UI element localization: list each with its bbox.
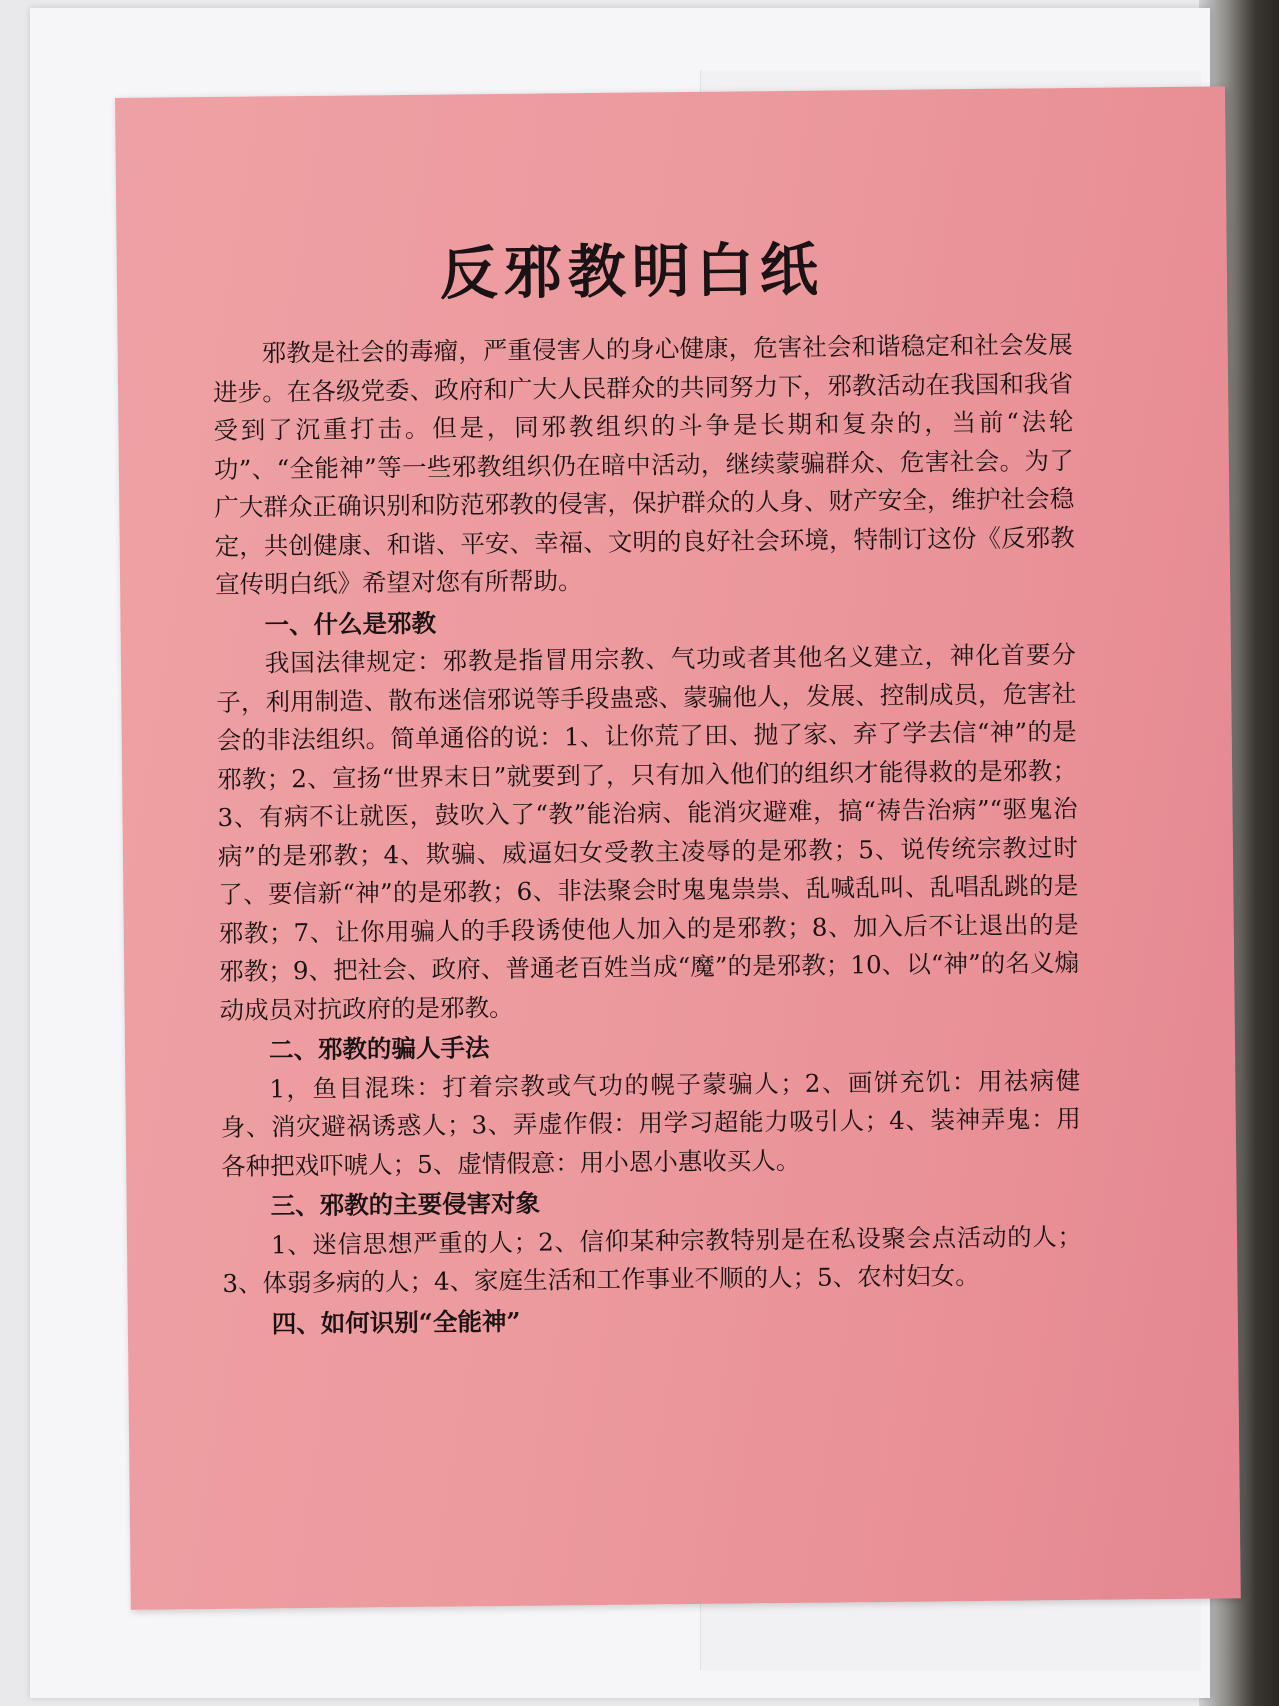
flyer-body (212, 326, 1083, 1344)
page-title: 反邪教明白纸 (439, 235, 825, 308)
section-body-main-targets: 1、迷信思想严重的人；2、信仰某种宗教特别是在私设聚会点活动的人；3、体弱多病的人；4、家庭生活和工作事业不顺的人；5、农村妇女。 (222, 1221, 1083, 1298)
section-heading-deception-methods: 二、邪教的骗人手法 (268, 1033, 490, 1065)
section-body-what-is-cult: 我国法律规定：邪教是指冒用宗教、气功或者其他名义建立，神化首要分子，利用制造、散布迷信邪说等手段蛊惑、蒙骗他人，发展、控制成员，危害社会的非法组织。简单通俗的说：1、让你荒了田、抛了家、弃了学去信“神”的是邪教；2、宣扬“世界末日”就要到了，只有加入他们的组织才能得救的是邪教；3、有病不让就医，鼓吹入了“教”能治病、能消灾避难，搞“祷告治病”“驱鬼治病”的是邪教；4、欺骗、威逼妇女受教主凌辱的是邪教；5、说传统宗教过时了、要信新“神”的是邪教；6、非法聚会时鬼鬼祟祟、乱喊乱叫、乱唱乱跳的是邪教；7、让你用骗人的手段诱使他人加入的是邪教；8、加入后不让退出的是邪教；9、把社会、政府、普通老百姓当成“魔”的是邪教；10、以“神”的名义煽动成员对抗政府的是邪教。 (216, 639, 1080, 1025)
intro-paragraph: 邪教是社会的毒瘤，严重侵害人的身心健康，危害社会和谐稳定和社会发展进步。在各级党委、政府和广大人民群众的共同努力下，邪教活动在我国和我省受到了沉重打击。但是，同邪教组织的斗争是长期和复杂的，当前“法轮功”、“全能神”等一些邪教组织仍在暗中活动，继续蒙骗群众、危害社会。为了广大群众正确识别和防范邪教的侵害，保护群众的人身、财产安全，维护社会稳定，共创健康、和谐、平安、幸福、文明的良好社会环境，特制订这份《反邪教宣传明白纸》希望对您有所帮助。 (212, 329, 1075, 599)
pink-flyer (115, 86, 1241, 1610)
section-heading-main-targets: 三、邪教的主要侵害对象 (270, 1188, 541, 1221)
section-body-deception-methods: 1，鱼目混珠：打着宗教或气功的幌子蒙骗人；2、画饼充饥：用祛病健身、消灾避祸诱惑人；3、弄虚作假：用学习超能力吸引人；4、装神弄鬼：用各种把戏吓唬人；5、虚情假意：用小恩小惠收买人。 (220, 1065, 1081, 1181)
section-heading-what-is-cult: 一、什么是邪教 (264, 608, 437, 639)
section-heading-identify: 四、如何识别“全能神” (271, 1306, 521, 1338)
